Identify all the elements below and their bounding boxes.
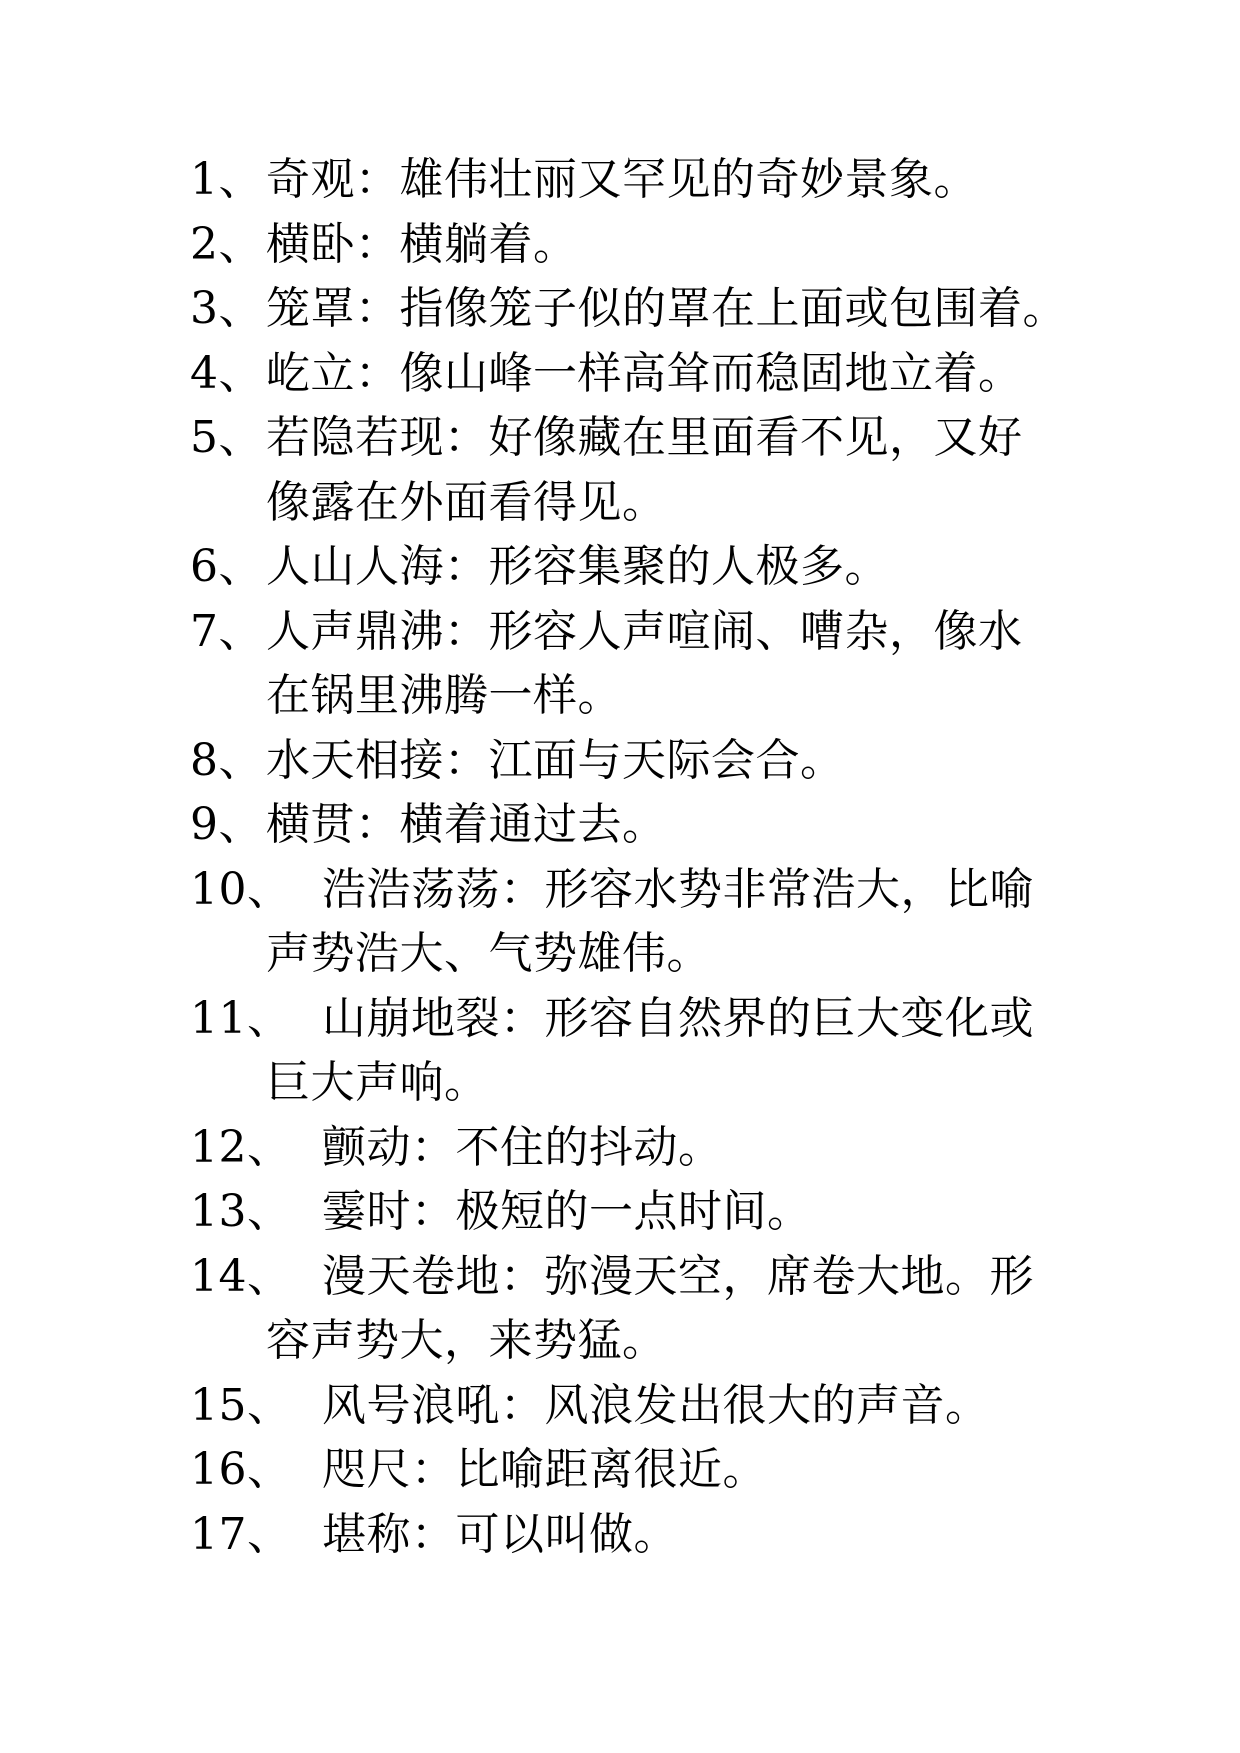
list-item bbox=[190, 1180, 1070, 1245]
item-definition bbox=[266, 600, 1070, 729]
definition-line: 霎时：极短的一点时间。 bbox=[322, 1186, 812, 1237]
list-item bbox=[190, 213, 1070, 278]
item-definition bbox=[266, 1245, 1070, 1374]
list-item bbox=[190, 793, 1070, 858]
definition-line: 颤动：不住的抖动。 bbox=[322, 1121, 723, 1173]
item-number: 10、 bbox=[190, 863, 292, 915]
definition-line-continued: 容声势大，来势猛。 bbox=[266, 1315, 667, 1366]
list-item bbox=[190, 148, 1070, 213]
item-definition bbox=[322, 1438, 1070, 1503]
list-item bbox=[190, 729, 1070, 794]
definition-line-continued: 巨大声响。 bbox=[266, 1057, 489, 1108]
item-definition bbox=[266, 148, 1070, 213]
list-item bbox=[190, 277, 1070, 342]
definition-line: 奇观：雄伟壮丽又罕见的奇妙景象。 bbox=[266, 154, 978, 205]
item-number: 9、 bbox=[190, 799, 263, 850]
item-definition bbox=[266, 342, 1070, 407]
item-number: 6、 bbox=[190, 541, 263, 592]
item-definition bbox=[266, 858, 1070, 987]
item-number: 13、 bbox=[190, 1186, 292, 1237]
item-number: 5、 bbox=[190, 412, 263, 463]
definition-line: 水天相接：江面与天际会合。 bbox=[266, 734, 845, 786]
list-item bbox=[190, 1438, 1070, 1503]
item-number: 16、 bbox=[190, 1444, 292, 1495]
item-definition bbox=[322, 1180, 1070, 1245]
definition-line-continued: 像露在外面看得见。 bbox=[266, 476, 667, 528]
definition-line-continued: 在锅里沸腾一样。 bbox=[266, 670, 622, 721]
item-number: 8、 bbox=[190, 734, 263, 786]
item-definition bbox=[322, 1374, 1070, 1439]
list-item bbox=[190, 1503, 1070, 1568]
item-number: 15、 bbox=[190, 1379, 292, 1431]
definition-line: 横贯：横着通过去。 bbox=[266, 799, 667, 850]
item-number: 1、 bbox=[190, 154, 263, 205]
definition-line: 风号浪吼：风浪发出很大的声音。 bbox=[322, 1379, 990, 1431]
list-item bbox=[190, 987, 1070, 1116]
definition-line: 横卧：横躺着。 bbox=[266, 218, 578, 270]
item-definition bbox=[266, 406, 1070, 535]
item-definition bbox=[266, 535, 1070, 600]
item-number: 11、 bbox=[190, 992, 292, 1044]
item-number: 12、 bbox=[190, 1121, 292, 1173]
item-number: 3、 bbox=[190, 283, 263, 334]
list-item bbox=[190, 600, 1070, 729]
list-item bbox=[190, 858, 1070, 987]
list-item bbox=[190, 535, 1070, 600]
definition-line: 若隐若现：好像藏在里面看不见，又好 bbox=[266, 412, 1023, 463]
definition-line: 人山人海：形容集聚的人极多。 bbox=[266, 541, 889, 592]
list-item bbox=[190, 406, 1070, 535]
definition-line: 堪称：可以叫做。 bbox=[322, 1508, 678, 1560]
item-number: 17、 bbox=[190, 1508, 292, 1560]
list-item bbox=[190, 1374, 1070, 1439]
list-item bbox=[190, 1245, 1070, 1374]
item-definition bbox=[266, 729, 1070, 794]
definition-line: 漫天卷地：弥漫天空，席卷大地。形 bbox=[322, 1250, 1034, 1302]
definition-line: 浩浩荡荡：形容水势非常浩大，比喻 bbox=[322, 863, 1034, 915]
item-definition bbox=[266, 987, 1070, 1116]
item-number: 4、 bbox=[190, 347, 263, 399]
definition-line: 山崩地裂：形容自然界的巨大变化或 bbox=[322, 992, 1034, 1044]
item-definition bbox=[322, 1116, 1070, 1181]
definition-line-continued: 声势浩大、气势雄伟。 bbox=[266, 928, 711, 979]
item-definition bbox=[266, 213, 1070, 278]
definition-line: 屹立：像山峰一样高耸而稳固地立着。 bbox=[266, 347, 1023, 399]
item-definition bbox=[322, 1503, 1070, 1568]
item-number: 14、 bbox=[190, 1250, 292, 1302]
item-definition bbox=[266, 793, 1070, 858]
definition-line: 人声鼎沸：形容人声喧闹、嘈杂，像水 bbox=[266, 605, 1023, 657]
definition-line: 咫尺：比喻距离很近。 bbox=[322, 1444, 767, 1495]
list-item bbox=[190, 342, 1070, 407]
item-number: 7、 bbox=[190, 605, 263, 657]
item-definition bbox=[266, 277, 1070, 342]
item-number: 2、 bbox=[190, 218, 263, 270]
vocabulary-list bbox=[190, 148, 1070, 1567]
definition-line: 笼罩：指像笼子似的罩在上面或包围着。 bbox=[266, 283, 1067, 334]
list-item bbox=[190, 1116, 1070, 1181]
